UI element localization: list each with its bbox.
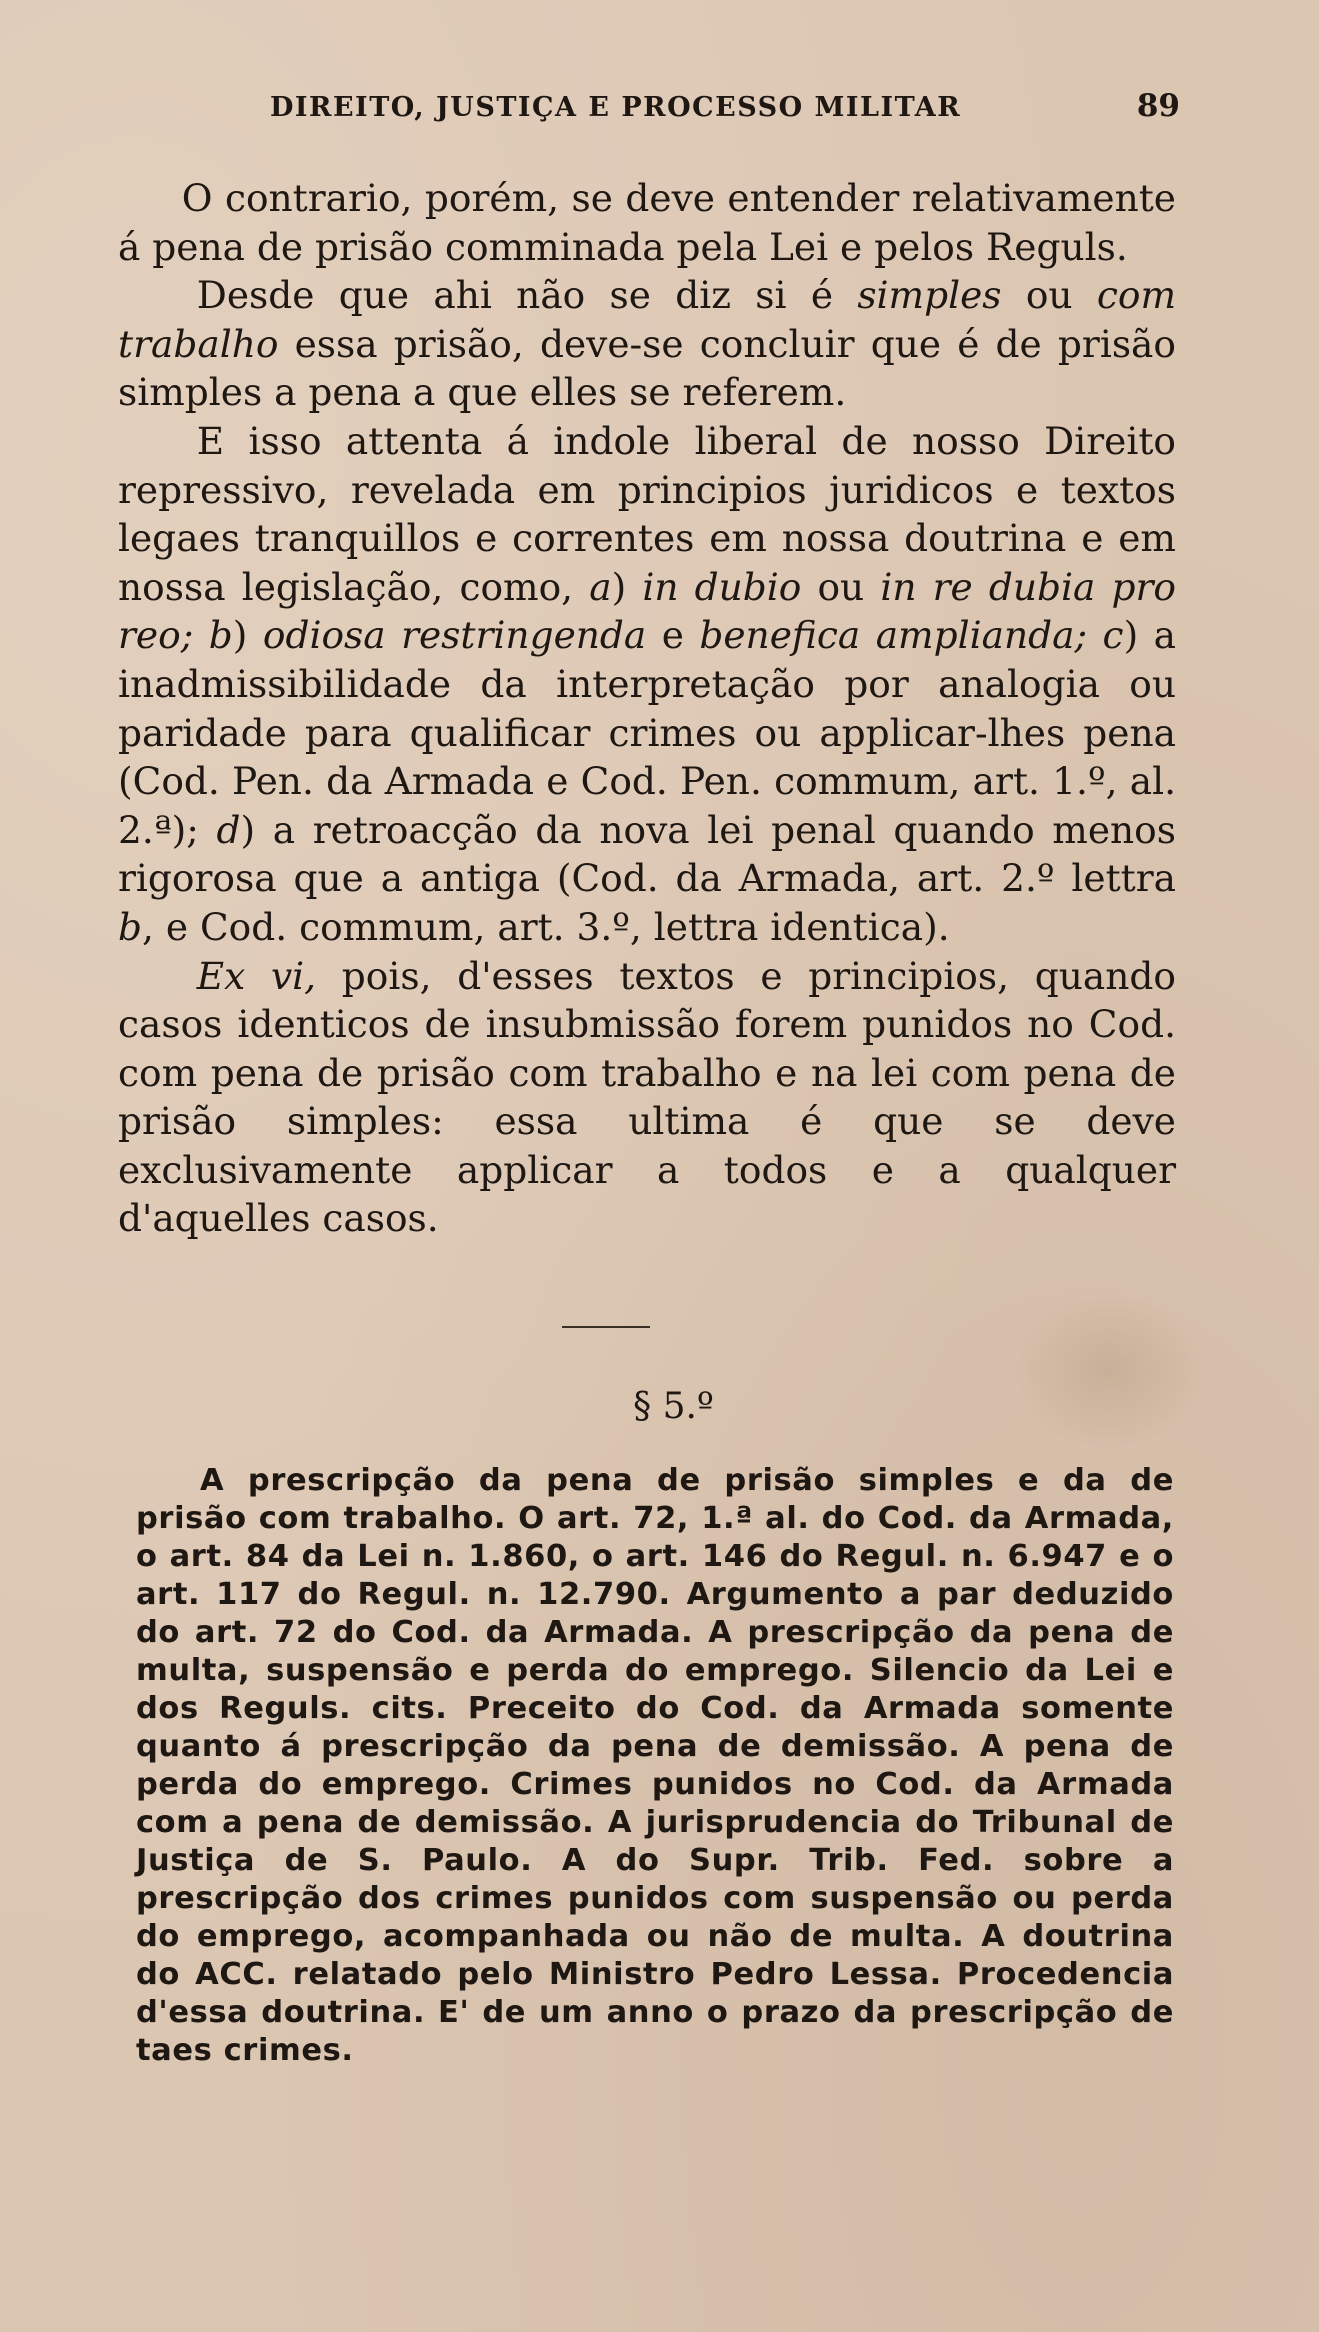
text-segment: Desde que ahi não se diz si é: [196, 273, 858, 318]
italic-term: Ex vi,: [196, 953, 317, 998]
italic-term: a: [589, 564, 612, 609]
text-segment: [193, 613, 208, 657]
italic-term: b: [118, 904, 143, 949]
paragraph: [118, 174, 1176, 271]
text-segment: , e Cod. commum, art. 3.º, lettra identica).: [142, 904, 950, 949]
italic-term: benefica amplianda;: [699, 613, 1088, 658]
italic-term: com trabalho: [118, 273, 1176, 366]
text-segment: ou: [1001, 273, 1097, 318]
body-text: [118, 174, 1176, 1243]
section-heading: § 5.º: [633, 1386, 714, 1427]
italic-term: in dubio: [642, 564, 802, 609]
running-title: DIREITO, JUSTIÇA E PROCESSO MILITAR: [270, 92, 962, 123]
text-segment: O contrario, porém, se deve entender relativamente á pena de prisão comminada pela Lei e pelos Reguls.: [118, 176, 1176, 269]
paragraph: [118, 271, 1176, 417]
text-segment: ) a retroacção da nova lei penal quando menos rigorosa que a antiga (Cod. da Armada, art. 2.º lettra: [118, 807, 1177, 901]
text-segment: e: [646, 613, 700, 658]
italic-term: simples: [857, 273, 1002, 318]
section-summary: A prescripção da pena de prisão simples e da de prisão com trabalho. O art. 72, 1.ª al. do Cod. da Armada, o art. 84 da Lei n. 1.860, o art. 146 do Regul. n. 6.947 e o art. 117 do Regul. n. 12.790. Argumento a par deduzido do art. 72 do Cod. da Armada. A prescripção da pena de multa, suspensão e perda do emprego. Silencio da Lei e dos Reguls. cits. Preceito do Cod. da Armada somente quanto á prescripção da pena de demissão. A pena de perda do emprego. Crimes punidos no Cod. da Armada com a pena de demissão. A jurisprudencia do Tribunal de Justiça de S. Paulo. A do Supr. Trib. Fed. sobre a prescripção dos crimes punidos com suspensão ou perda do emprego, acompanhada ou não de multa. A doutrina do ACC. relatado pelo Ministro Pedro Lessa. Procedencia d'essa doutrina. E' de um anno o prazo da prescripção de taes crimes.: [136, 1463, 1174, 2068]
text-segment: pois, d'esses textos e principios, quando casos identicos de insubmissão forem punidos no Cod. com pena de prisão com trabalho e na lei com pena de prisão simples: essa ultima é que se deve exclusivamente applicar a todos e a qualquer d'aquelles casos.: [118, 953, 1176, 1241]
paragraph: [118, 952, 1176, 1244]
text-segment: E isso attenta á indole liberal de nosso Direito repressivo, revelada em principios juridicos e textos legaes tranquillos e correntes em nossa doutrina e em nossa legislação, como,: [118, 418, 1176, 609]
text-segment: ) a inadmissibilidade da interpretação por analogia ou paridade para qualificar crimes ou applicar-lhes pena (Cod. Pen. da Armada e Cod. Pen. commum, art. 1.º, al. 2.ª);: [118, 613, 1176, 852]
italic-term: odiosa restringenda: [262, 613, 647, 658]
text-segment: ): [611, 564, 643, 609]
paragraph: [118, 417, 1176, 952]
text-segment: essa prisão, deve-se concluir que é de prisão simples a pena a que elles se referem.: [118, 321, 1176, 415]
running-head: [120, 88, 1180, 128]
text-segment: [1087, 613, 1102, 657]
text-segment: ou: [801, 564, 881, 609]
italic-term: b: [208, 613, 233, 658]
text-segment: ): [232, 613, 263, 658]
section-divider: [562, 1326, 650, 1328]
italic-term: in re dubia pro reo;: [118, 564, 1176, 658]
italic-term: c: [1102, 613, 1124, 658]
italic-term: d: [216, 807, 241, 852]
page-number: 89: [1136, 88, 1180, 124]
